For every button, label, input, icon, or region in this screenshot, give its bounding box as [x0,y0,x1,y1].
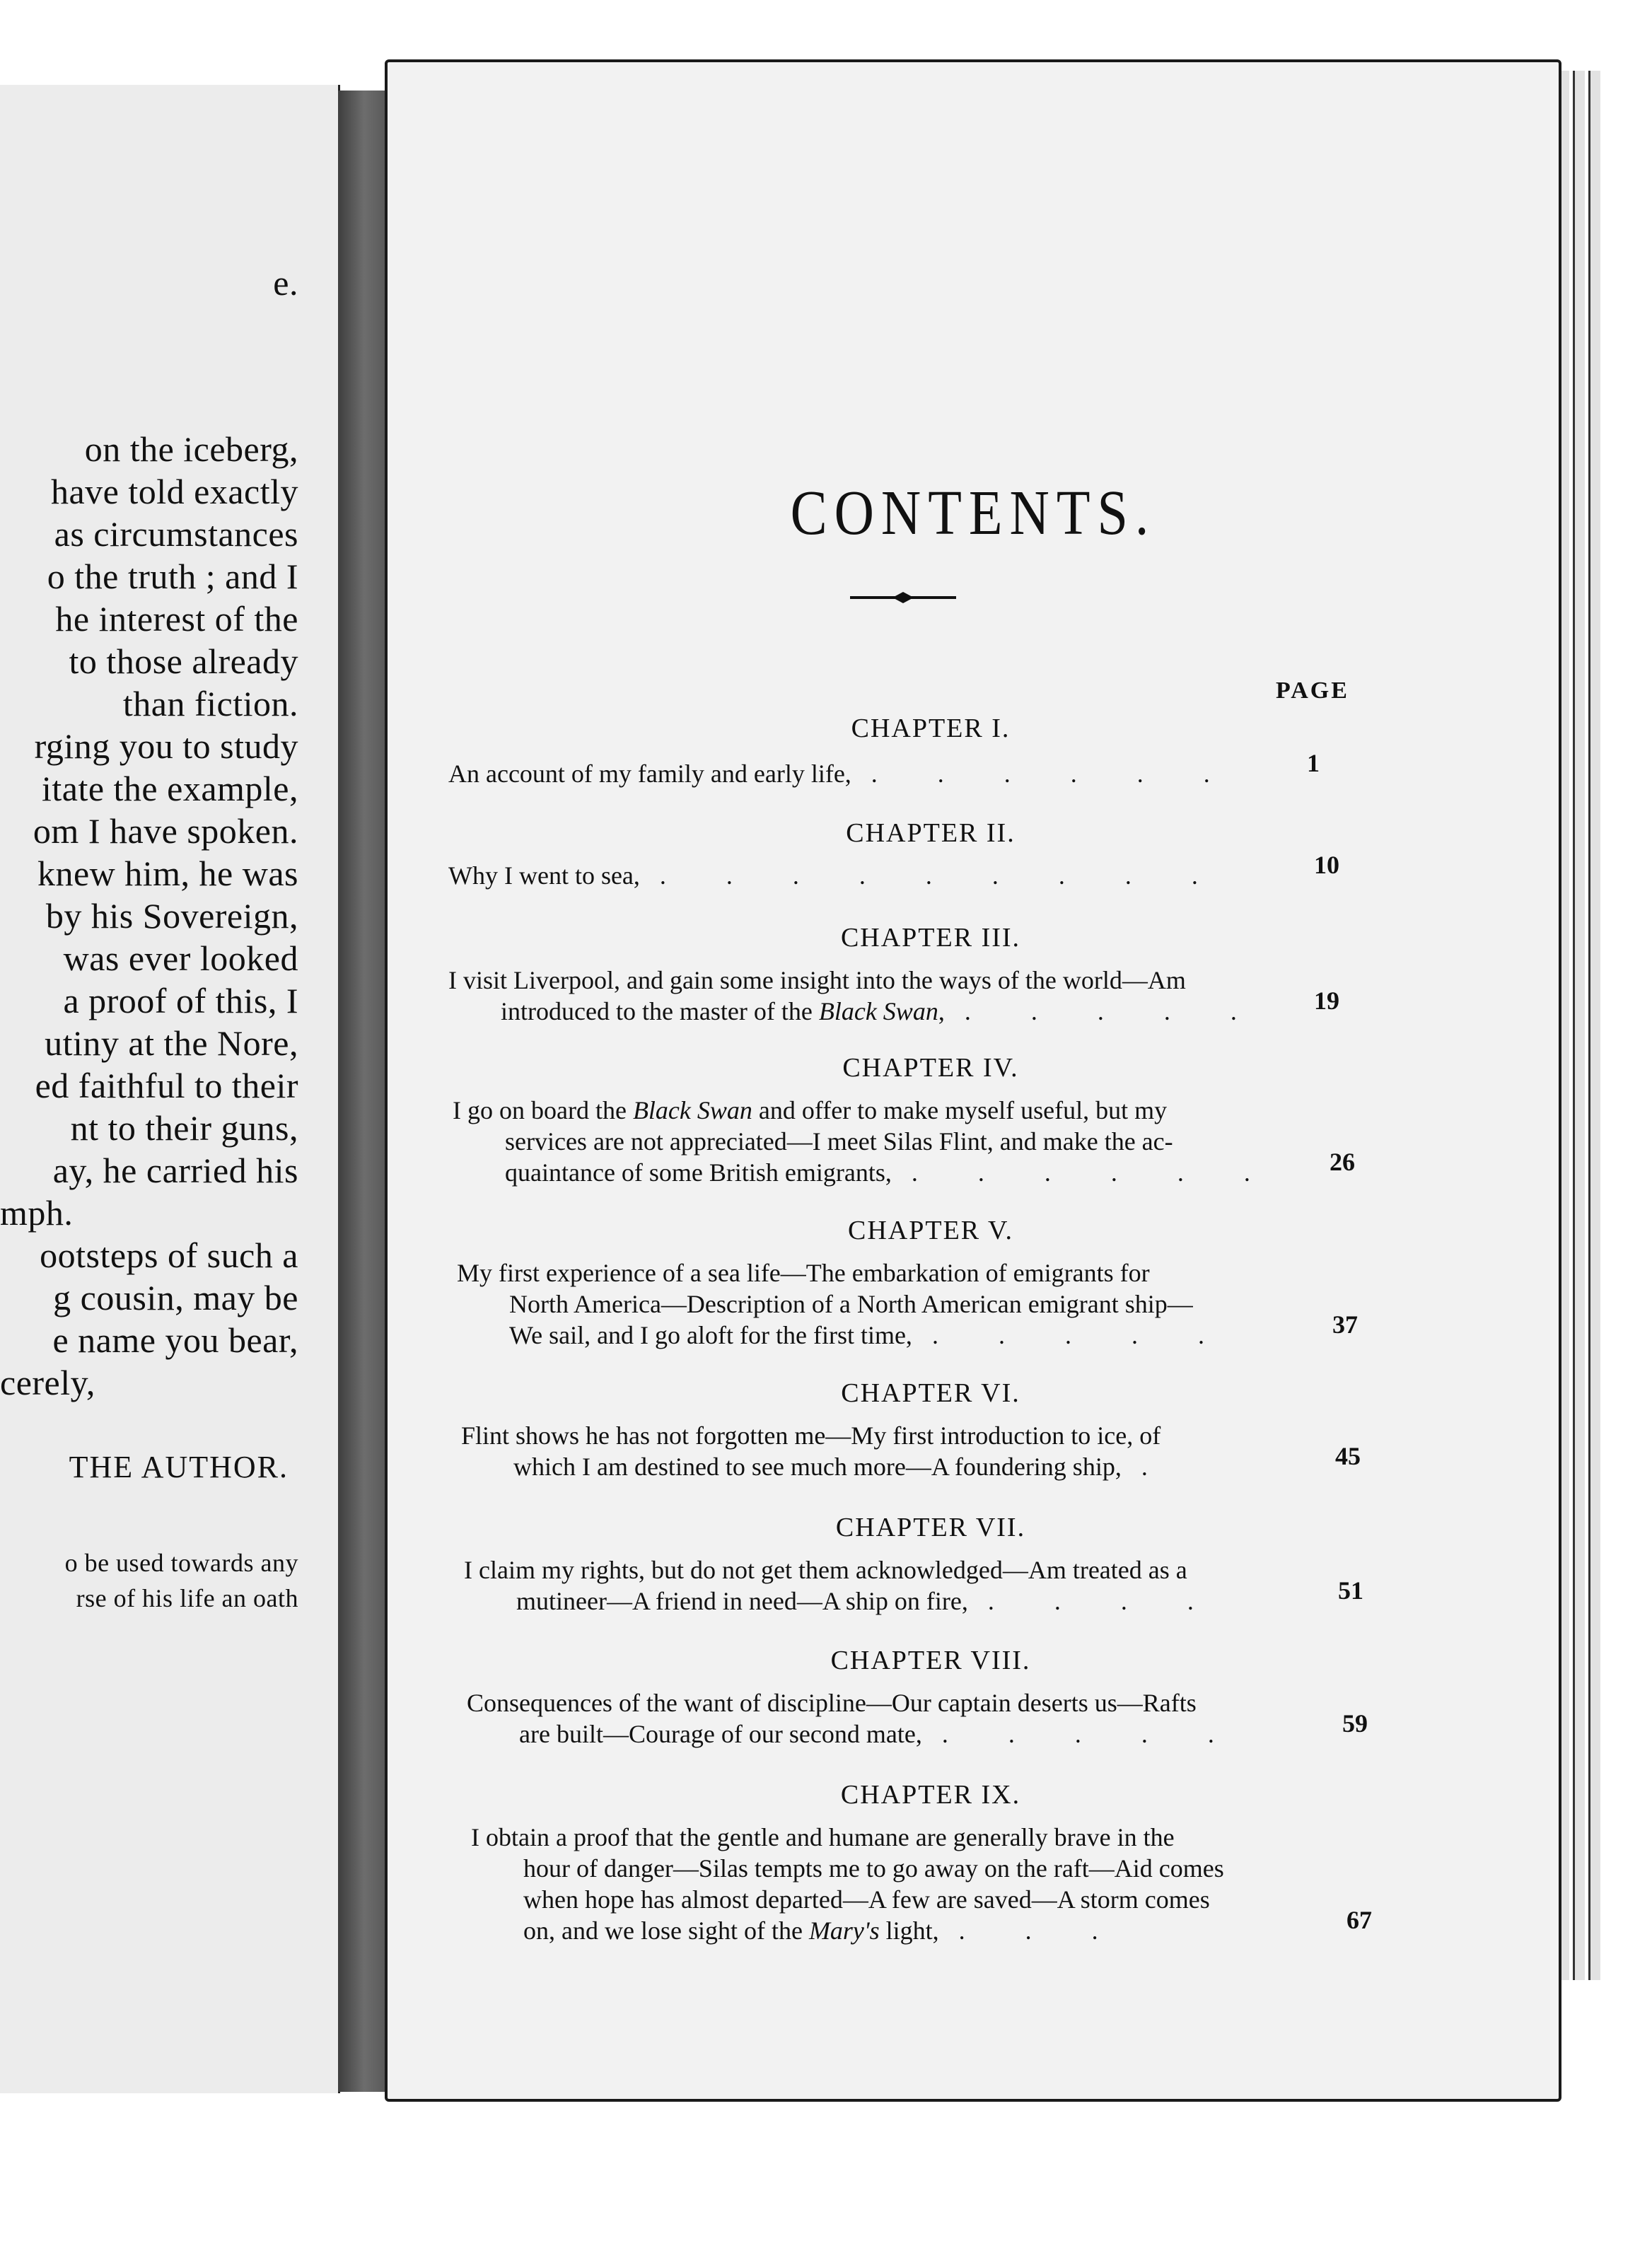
chapter-heading: CHAPTER III. [840,923,1021,953]
left-text-line: rging you to study [34,726,298,766]
title-ornament [850,587,956,608]
left-text-line: cerely, [0,1363,95,1402]
left-text-line: ed faithful to their [35,1066,298,1105]
page-number: 10 [1314,851,1339,879]
page-number: 26 [1330,1148,1355,1176]
left-text-line: was ever looked [63,938,298,978]
chapter-description-line: Flint shows he has not forgotten me—My first introduction to ice, of [461,1421,1161,1450]
left-text-line: than fiction. [122,684,298,723]
chapter-heading: CHAPTER IV. [842,1053,1019,1083]
chapter-description-line: introduced to the master of the Black Swan, . . . . . [501,997,1264,1025]
left-text-line: utiny at the Nore, [45,1023,298,1063]
chapter-description-line: hour of danger—Silas tempts me to go away on the raft—Aid comes [523,1854,1224,1883]
left-text-line: g cousin, may be [53,1278,298,1317]
chapter-description-line: My first experience of a sea life—The embarkation of emigrants for [457,1259,1150,1287]
chapter-heading: CHAPTER IX. [840,1780,1021,1810]
left-text-line: o the truth ; and I [47,557,298,596]
chapter-description-line: services are not appreciated—I meet Silas Flint, and make the ac- [505,1127,1173,1156]
chapter-description-line: which I am destined to see much more—A foundering ship, . [513,1453,1175,1481]
page-number: 45 [1335,1442,1361,1470]
footnote-line: o be used towards any [64,1549,298,1577]
chapter-description-line: Why I went to sea, . . . . . . . . . [448,861,1225,890]
left-text-line: ootsteps of such a [40,1235,298,1275]
page-number: 51 [1338,1576,1363,1605]
chapter-description-line: I visit Liverpool, and gain some insight into the ways of the world—Am [448,966,1186,994]
page-number: 37 [1332,1310,1358,1339]
chapter-description-line: I obtain a proof that the gentle and humane are generally brave in the [471,1823,1175,1851]
chapter-description-line: We sail, and I go aloft for the first time, . . . . . [509,1321,1231,1349]
chapter-heading: CHAPTER VI. [841,1378,1020,1408]
left-text-line: e. [273,263,298,303]
chapter-heading: CHAPTER VII. [835,1513,1026,1542]
left-text-line: by his Sovereign, [45,896,298,936]
left-text-line: have told exactly [50,472,298,511]
left-text-line: knew him, he was [37,854,298,893]
chapter-description-line: I claim my rights, but do not get them acknowledged—Am treated as a [464,1556,1187,1584]
page-title: CONTENTS. [790,477,1156,548]
left-text-line: a proof of this, I [63,981,298,1020]
chapter-description-line: Consequences of the want of discipline—Our captain deserts us—Rafts [467,1689,1197,1717]
left-text-line: he interest of the [55,599,298,639]
signature: THE AUTHOR. [69,1450,289,1484]
chapter-description-line: North America—Description of a North American emigrant ship— [509,1290,1193,1318]
chapter-heading: CHAPTER II. [846,818,1016,848]
chapter-heading: CHAPTER V. [848,1216,1013,1245]
page-column-header: PAGE [1276,677,1349,704]
chapter-description-line: I go on board the Black Swan and offer to make myself useful, but my [453,1096,1168,1124]
chapter-description-line: on, and we lose sight of the Mary's light, . . . [523,1916,1125,1945]
page-number: 67 [1346,1906,1372,1934]
left-text-line: ay, he carried his [52,1151,298,1190]
left-text-line: to those already [69,641,298,681]
left-facing-page [0,85,340,2093]
footnote-line: rse of his life an oath [76,1584,298,1612]
chapter-description-line: when hope has almost departed—A few are saved—A storm comes [523,1885,1210,1914]
chapter-description-line: quaintance of some British emigrants, . . . . . . [505,1158,1277,1187]
chapter-description-line: are built—Courage of our second mate, . . . . . [519,1720,1241,1748]
left-text-line: om I have spoken. [33,811,298,851]
chapter-description-line: An account of my family and early life, . . . . . . [448,760,1237,788]
left-text-line: mph. [0,1193,74,1233]
page-number: 19 [1314,987,1339,1015]
chapter-heading: CHAPTER VIII. [830,1646,1031,1675]
chapter-heading: CHAPTER I. [851,714,1011,743]
page-number: 59 [1342,1709,1368,1738]
left-text-line: as circumstances [54,514,298,554]
chapter-description-line: mutineer—A friend in need—A ship on fire, . . . . [516,1587,1221,1615]
left-text-line: itate the example, [41,769,298,808]
left-text-line: nt to their guns, [70,1108,298,1148]
left-text-line: e name you bear, [52,1320,298,1360]
left-text-line: on the iceberg, [84,429,298,469]
page-number: 1 [1307,749,1320,777]
contents-page [385,59,1561,2102]
